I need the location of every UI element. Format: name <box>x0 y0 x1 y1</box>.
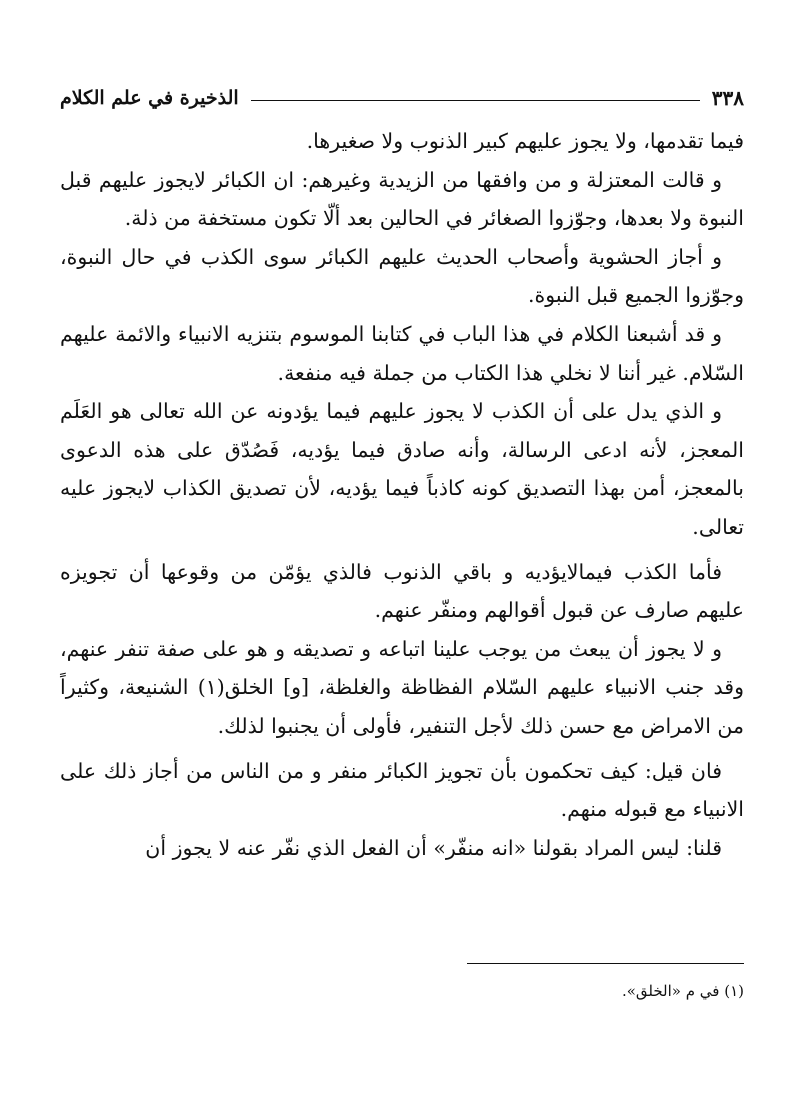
footnote-rule <box>467 963 744 964</box>
running-title: الذخيرة في علم الكلام <box>60 87 239 109</box>
body-text <box>60 122 744 867</box>
paragraph-6: فأما الكذب فيمالايؤديه و باقي الذنوب فالذي يؤمّن من وقوعها أن تجويزه عليهم صارف عن قبول أقوالهم ومنفّر عنهم. <box>60 559 744 623</box>
paragraph-4: و قد أشبعنا الكلام في هذا الباب في كتابنا الموسوم بتنزيه الانبياء والائمة عليهم السّلام. غير أننا لا نخلي هذا الكتاب من جملة فيه منفعة. <box>60 321 744 385</box>
footnote: (١) في م «الخلق». <box>621 982 744 1000</box>
running-header <box>60 78 744 118</box>
paragraph-5: و الذي يدل على أن الكذب لا يجوز عليهم فيما يؤدونه عن الله تعالى هو العَلَم المعجز، لأنه ادعى الرسالة، وأنه صادق فيما يؤديه، فَصُدّق على هذه الدعوى بالمعجز، أمن بهذا التصديق كونه كاذباً فيما يؤديه، لأن تصديق الكذاب لايجوز عليه تعالى. <box>60 399 744 539</box>
paragraph-1: فيما تقدمها، ولا يجوز عليهم كبير الذنوب ولا صغيرها. <box>306 129 744 153</box>
header-rule <box>251 100 700 101</box>
paragraph-7: و لا يجوز أن يبعث من يوجب علينا اتباعه و تصديقه و هو على صفة تنفر عنهم، وقد جنب الانبياء عليهم السّلام الفظاظة والغلظة، [و] الخلق(١) الشنيعة، وكثيراً من الامراض مع حسن ذلك لأجل التنفير، فأولى أن يجنبوا لذلك. <box>60 636 745 738</box>
paragraph-9: قلنا: ليس المراد بقولنا «انه منفّر» أن الفعل الذي نفّر عنه لا يجوز أن <box>145 835 722 860</box>
paragraph-8: فان قيل: كيف تحكمون بأن تجويز الكبائر منفر و من الناس من أجاز ذلك على الانبياء مع قبوله منهم. <box>60 758 744 822</box>
page-number: ٣٣٨ <box>711 86 744 110</box>
paragraph-2: و قالت المعتزلة و من وافقها من الزيدية وغيرهم: ان الكبائر لايجوز عليهم قبل النبوة ولا بعدها، وجوّزوا الصغائر في الحالين بعد ألّا تكون مستخفة من ذلة. <box>60 167 744 231</box>
book-page <box>60 78 744 1038</box>
paragraph-3: و أجاز الحشوية وأصحاب الحديث عليهم الكبائر سوى الكذب في حال النبوة، وجوّزوا الجميع قبل النبوة. <box>60 244 744 308</box>
